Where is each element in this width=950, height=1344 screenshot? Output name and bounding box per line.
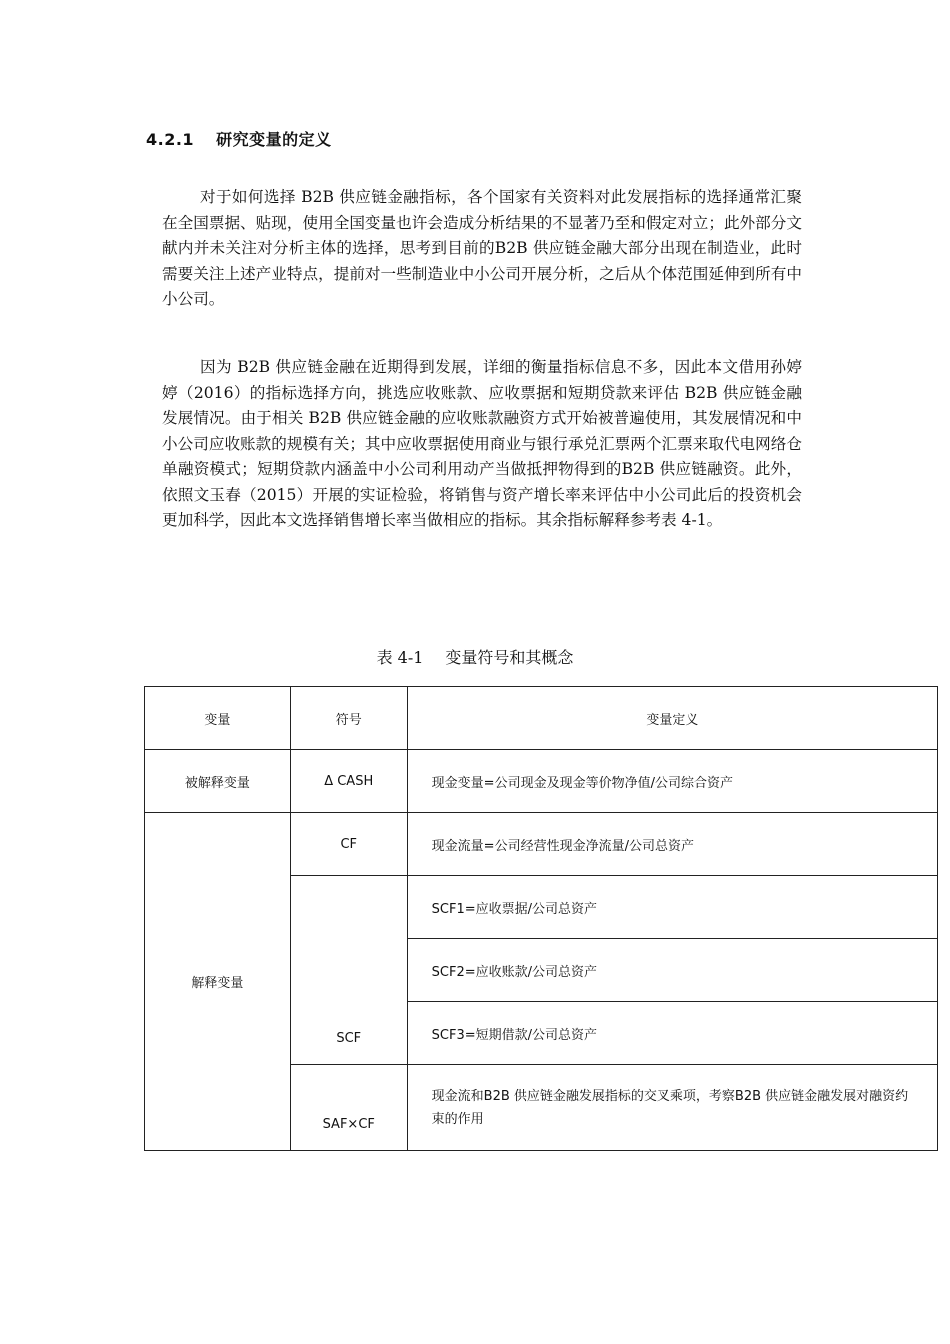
cell-definition-scf1: SCF1=应收票据/公司总资产 (407, 876, 937, 939)
cell-definition-safcf: 现金流和B2B 供应链金融发展指标的交叉乘项，考察B2B 供应链金融发展对融资约束的作用 (407, 1065, 937, 1151)
cell-symbol-scf: SCF (290, 876, 407, 1065)
cell-group-explanatory: 解释变量 (145, 813, 291, 1151)
variable-table (144, 686, 938, 1151)
cell-definition-scf3: SCF3=短期借款/公司总资产 (407, 1002, 937, 1065)
table-caption (0, 645, 950, 668)
table-row (145, 813, 938, 876)
header-definition: 变量定义 (407, 687, 937, 750)
table-caption-label: 表 4-1 (376, 648, 424, 667)
section-title: 研究变量的定义 (216, 130, 332, 149)
cell-definition-cf: 现金流量=公司经营性现金净流量/公司总资产 (407, 813, 937, 876)
cell-definition-scf2: SCF2=应收账款/公司总资产 (407, 939, 937, 1002)
header-variable: 变量 (145, 687, 291, 750)
section-number: 4.2.1 (146, 130, 195, 149)
cell-definition-dcash: 现金变量=公司现金及现金等价物净值/公司综合资产 (407, 750, 937, 813)
table-row (145, 750, 938, 813)
header-symbol: 符号 (290, 687, 407, 750)
paragraph-2: 因为 B2B 供应链金融在近期得到发展，详细的衡量指标信息不多，因此本文借用孙婷婷（2016）的指标选择方向，挑选应收账款、应收票据和短期贷款来评估 B2B 供应链金融发展情况。由于相关 B2B 供应链金融的应收账款融资方式开始被普遍使用，其发展情况和中小公司应收账款的规模有关；其中应收票据使用商业与银行承兑汇票两个汇票来取代电网络仓单融资模式；短期贷款内涵盖中小公司利用动产当做抵押物得到的B2B 供应链融资。此外，依照文玉春（2015）开展的实证检验，将销售与资产增长率来评估中小公司此后的投资机会更加科学，因此本文选择销售增长率当做相应的指标。其余指标解释参考表 4-1。 (162, 358, 802, 529)
cell-group-dependent: 被解释变量 (145, 750, 291, 813)
cell-symbol-safcf: SAF×CF (290, 1065, 407, 1151)
cell-symbol-cf: CF (290, 813, 407, 876)
paragraph-1: 对于如何选择 B2B 供应链金融指标，各个国家有关资料对此发展指标的选择通常汇聚在全国票据、贴现，使用全国变量也许会造成分析结果的不显著乃至和假定对立；此外部分文献内并未关注对分析主体的选择，思考到目前的B2B 供应链金融大部分出现在制造业，此时需要关注上述产业特点，提前对一些制造业中小公司开展分析，之后从个体范围延伸到所有中小公司。 (162, 188, 802, 308)
table-header-row (145, 687, 938, 750)
cell-symbol-dcash: Δ CASH (290, 750, 407, 813)
table-caption-title: 变量符号和其概念 (445, 648, 574, 667)
section-heading (146, 127, 332, 150)
